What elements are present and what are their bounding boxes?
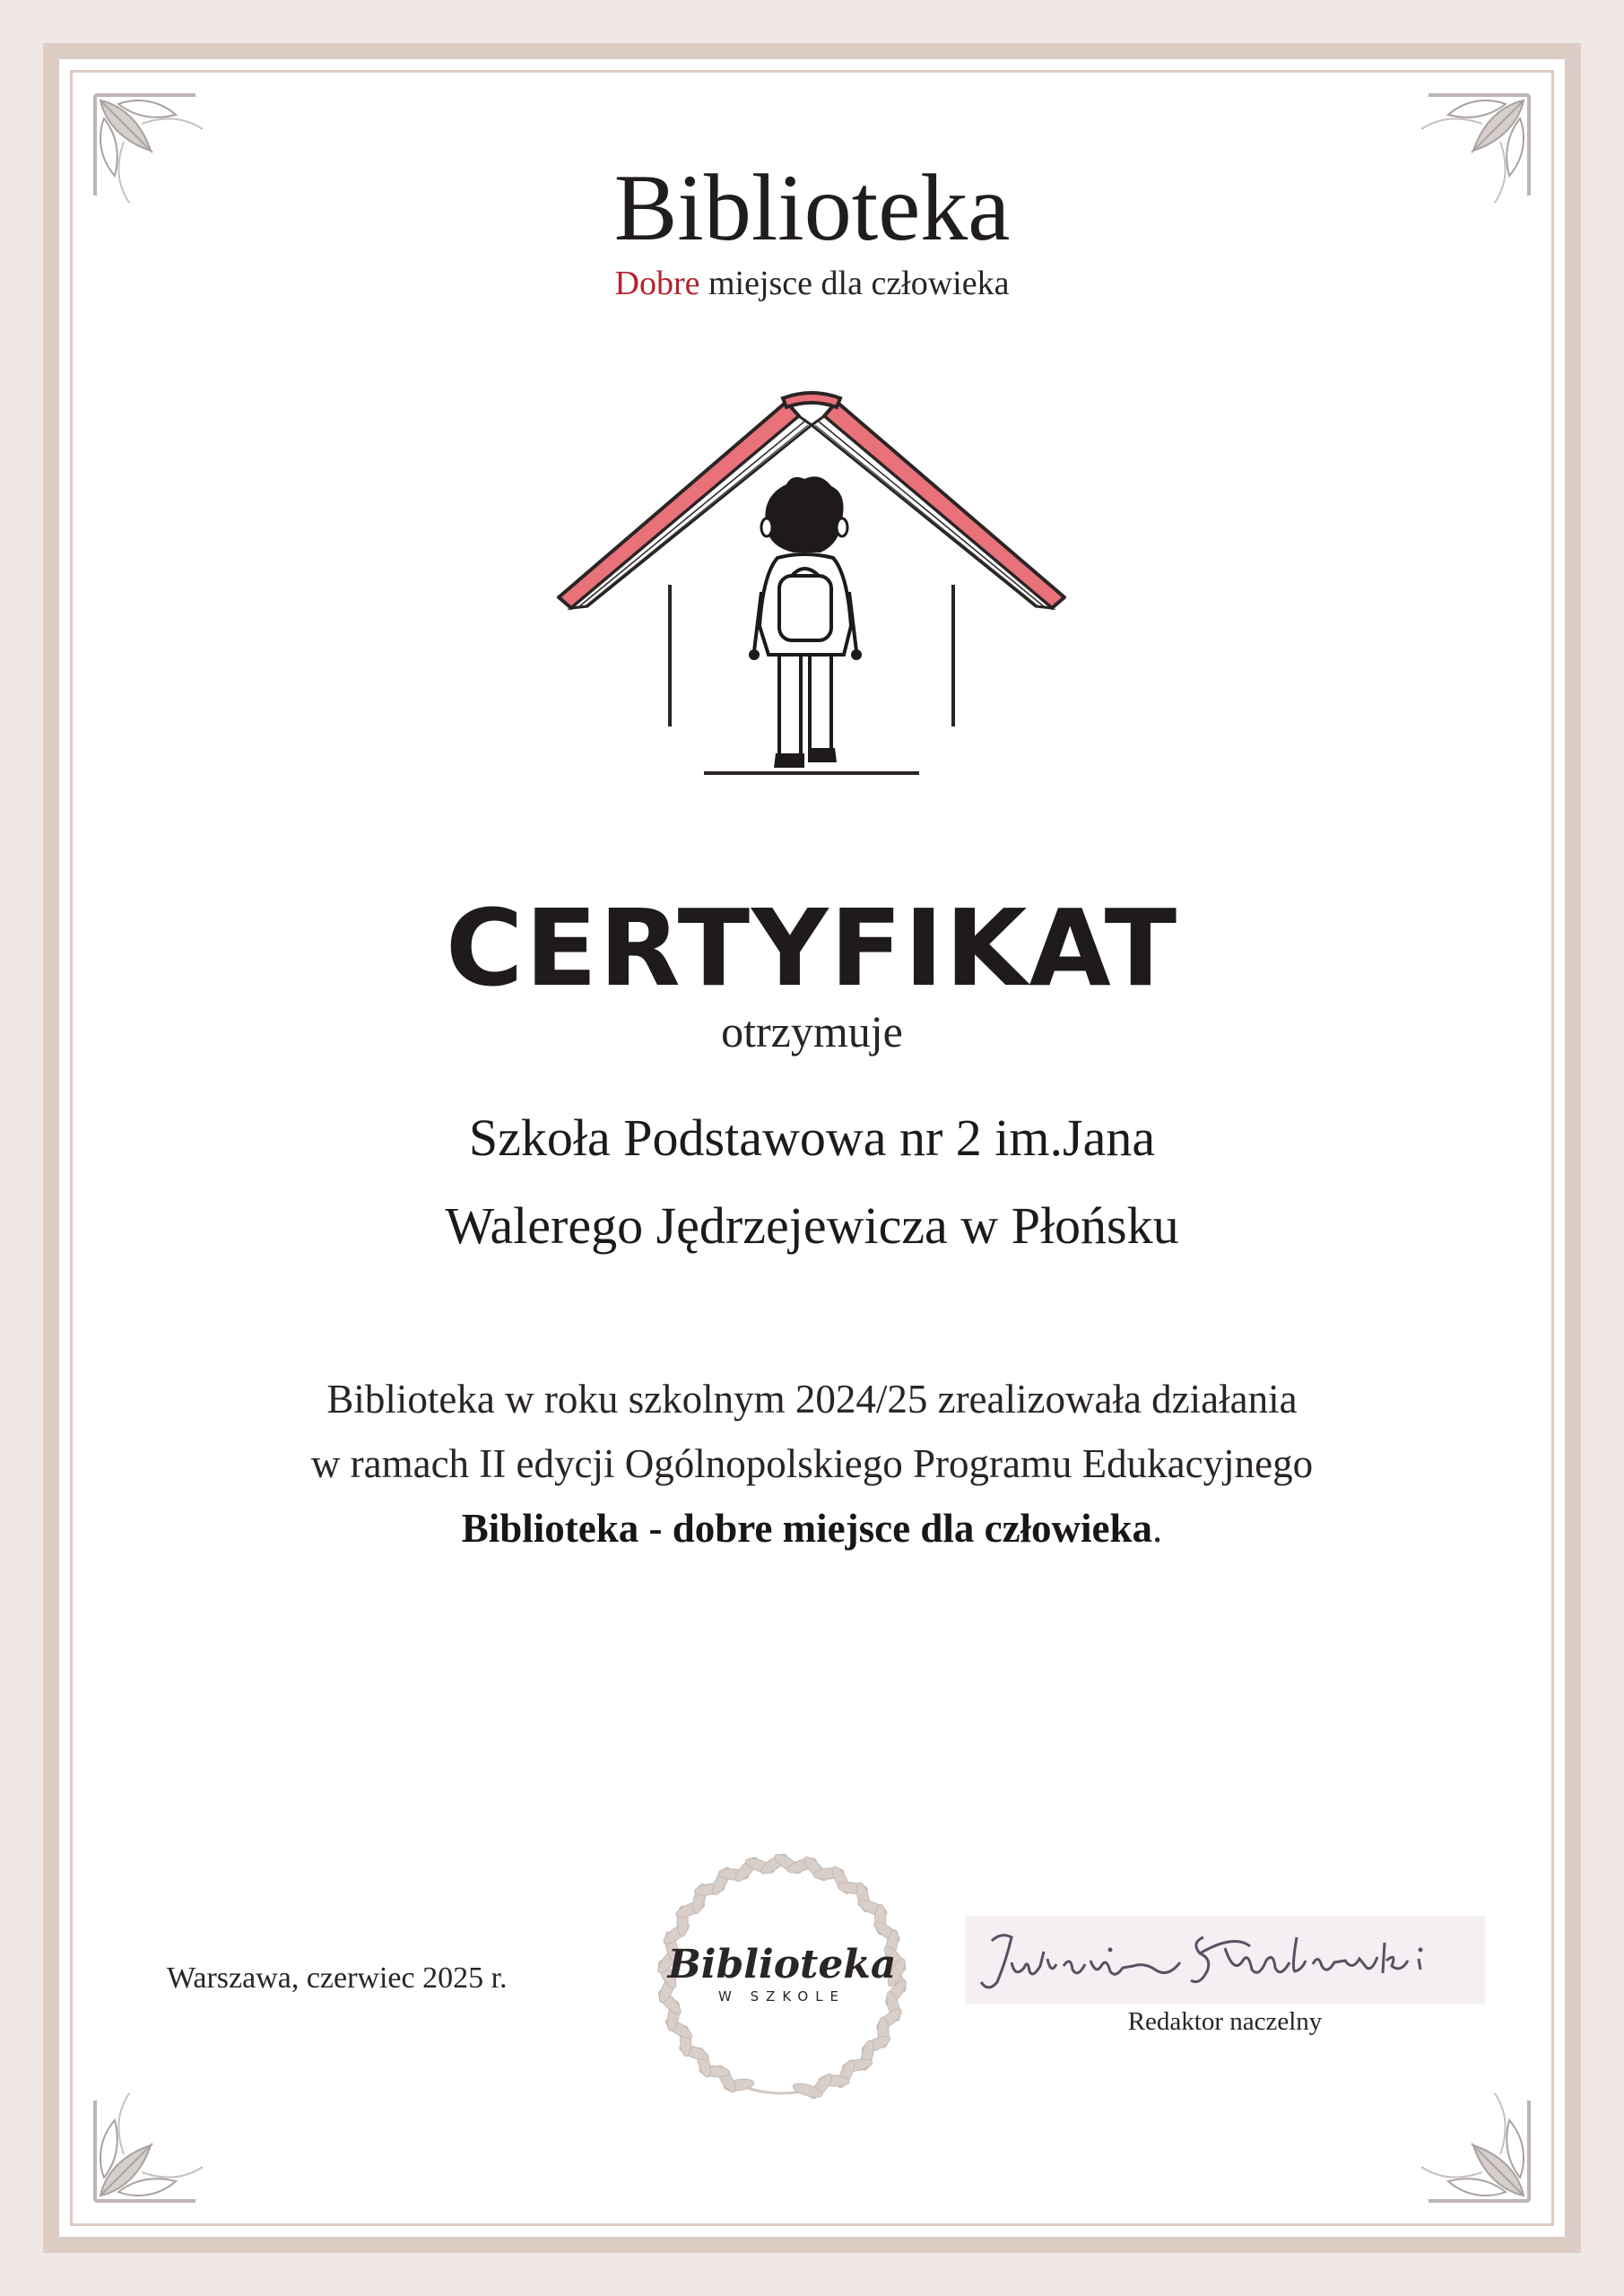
certificate-subtitle: otrzymuje: [721, 1006, 903, 1057]
place-date: Warszawa, czerwiec 2025 r.: [167, 1961, 508, 1995]
corner-ornament-bottom-left-icon: [88, 2074, 222, 2208]
program-name: Biblioteka - dobre miejsce dla człowieka: [461, 1506, 1153, 1551]
recipient-name: [0, 1094, 1624, 1270]
body-line-3-end: .: [1152, 1506, 1163, 1551]
recipient-line-1: Szkoła Podstawowa nr 2 im.Jana: [468, 1109, 1156, 1167]
signature-image: [965, 1916, 1485, 2004]
body-line-1: Biblioteka w roku szkolnym 2024/25 zrealizowała działania: [326, 1377, 1298, 1422]
brand-tagline-rest: miejsce dla człowieka: [708, 265, 1010, 302]
brand-tagline: [0, 262, 1624, 305]
book-roof-house-illustration-icon: [551, 386, 1072, 798]
signature-label: Redaktor naczelny: [1127, 2007, 1323, 2036]
recipient-line-2: Walerego Jędrzejewicza w Płońsku: [445, 1196, 1179, 1255]
corner-ornament-bottom-right-icon: [1402, 2074, 1536, 2208]
body-line-2: w ramach II edycji Ogólnopolskiego Programu Edukacyjnego: [310, 1441, 1314, 1486]
certificate-title: CERTYFIKAT: [445, 886, 1179, 1010]
body-line-3: [0, 1496, 1624, 1561]
brand-tagline-accent: Dobre: [614, 265, 700, 302]
seal-name: Biblioteka: [667, 1942, 897, 1987]
seal-subtitle: W SZKOLE: [717, 1988, 847, 2005]
certificate-body-text: [0, 1367, 1624, 1561]
brand-title: Biblioteka: [613, 155, 1011, 260]
